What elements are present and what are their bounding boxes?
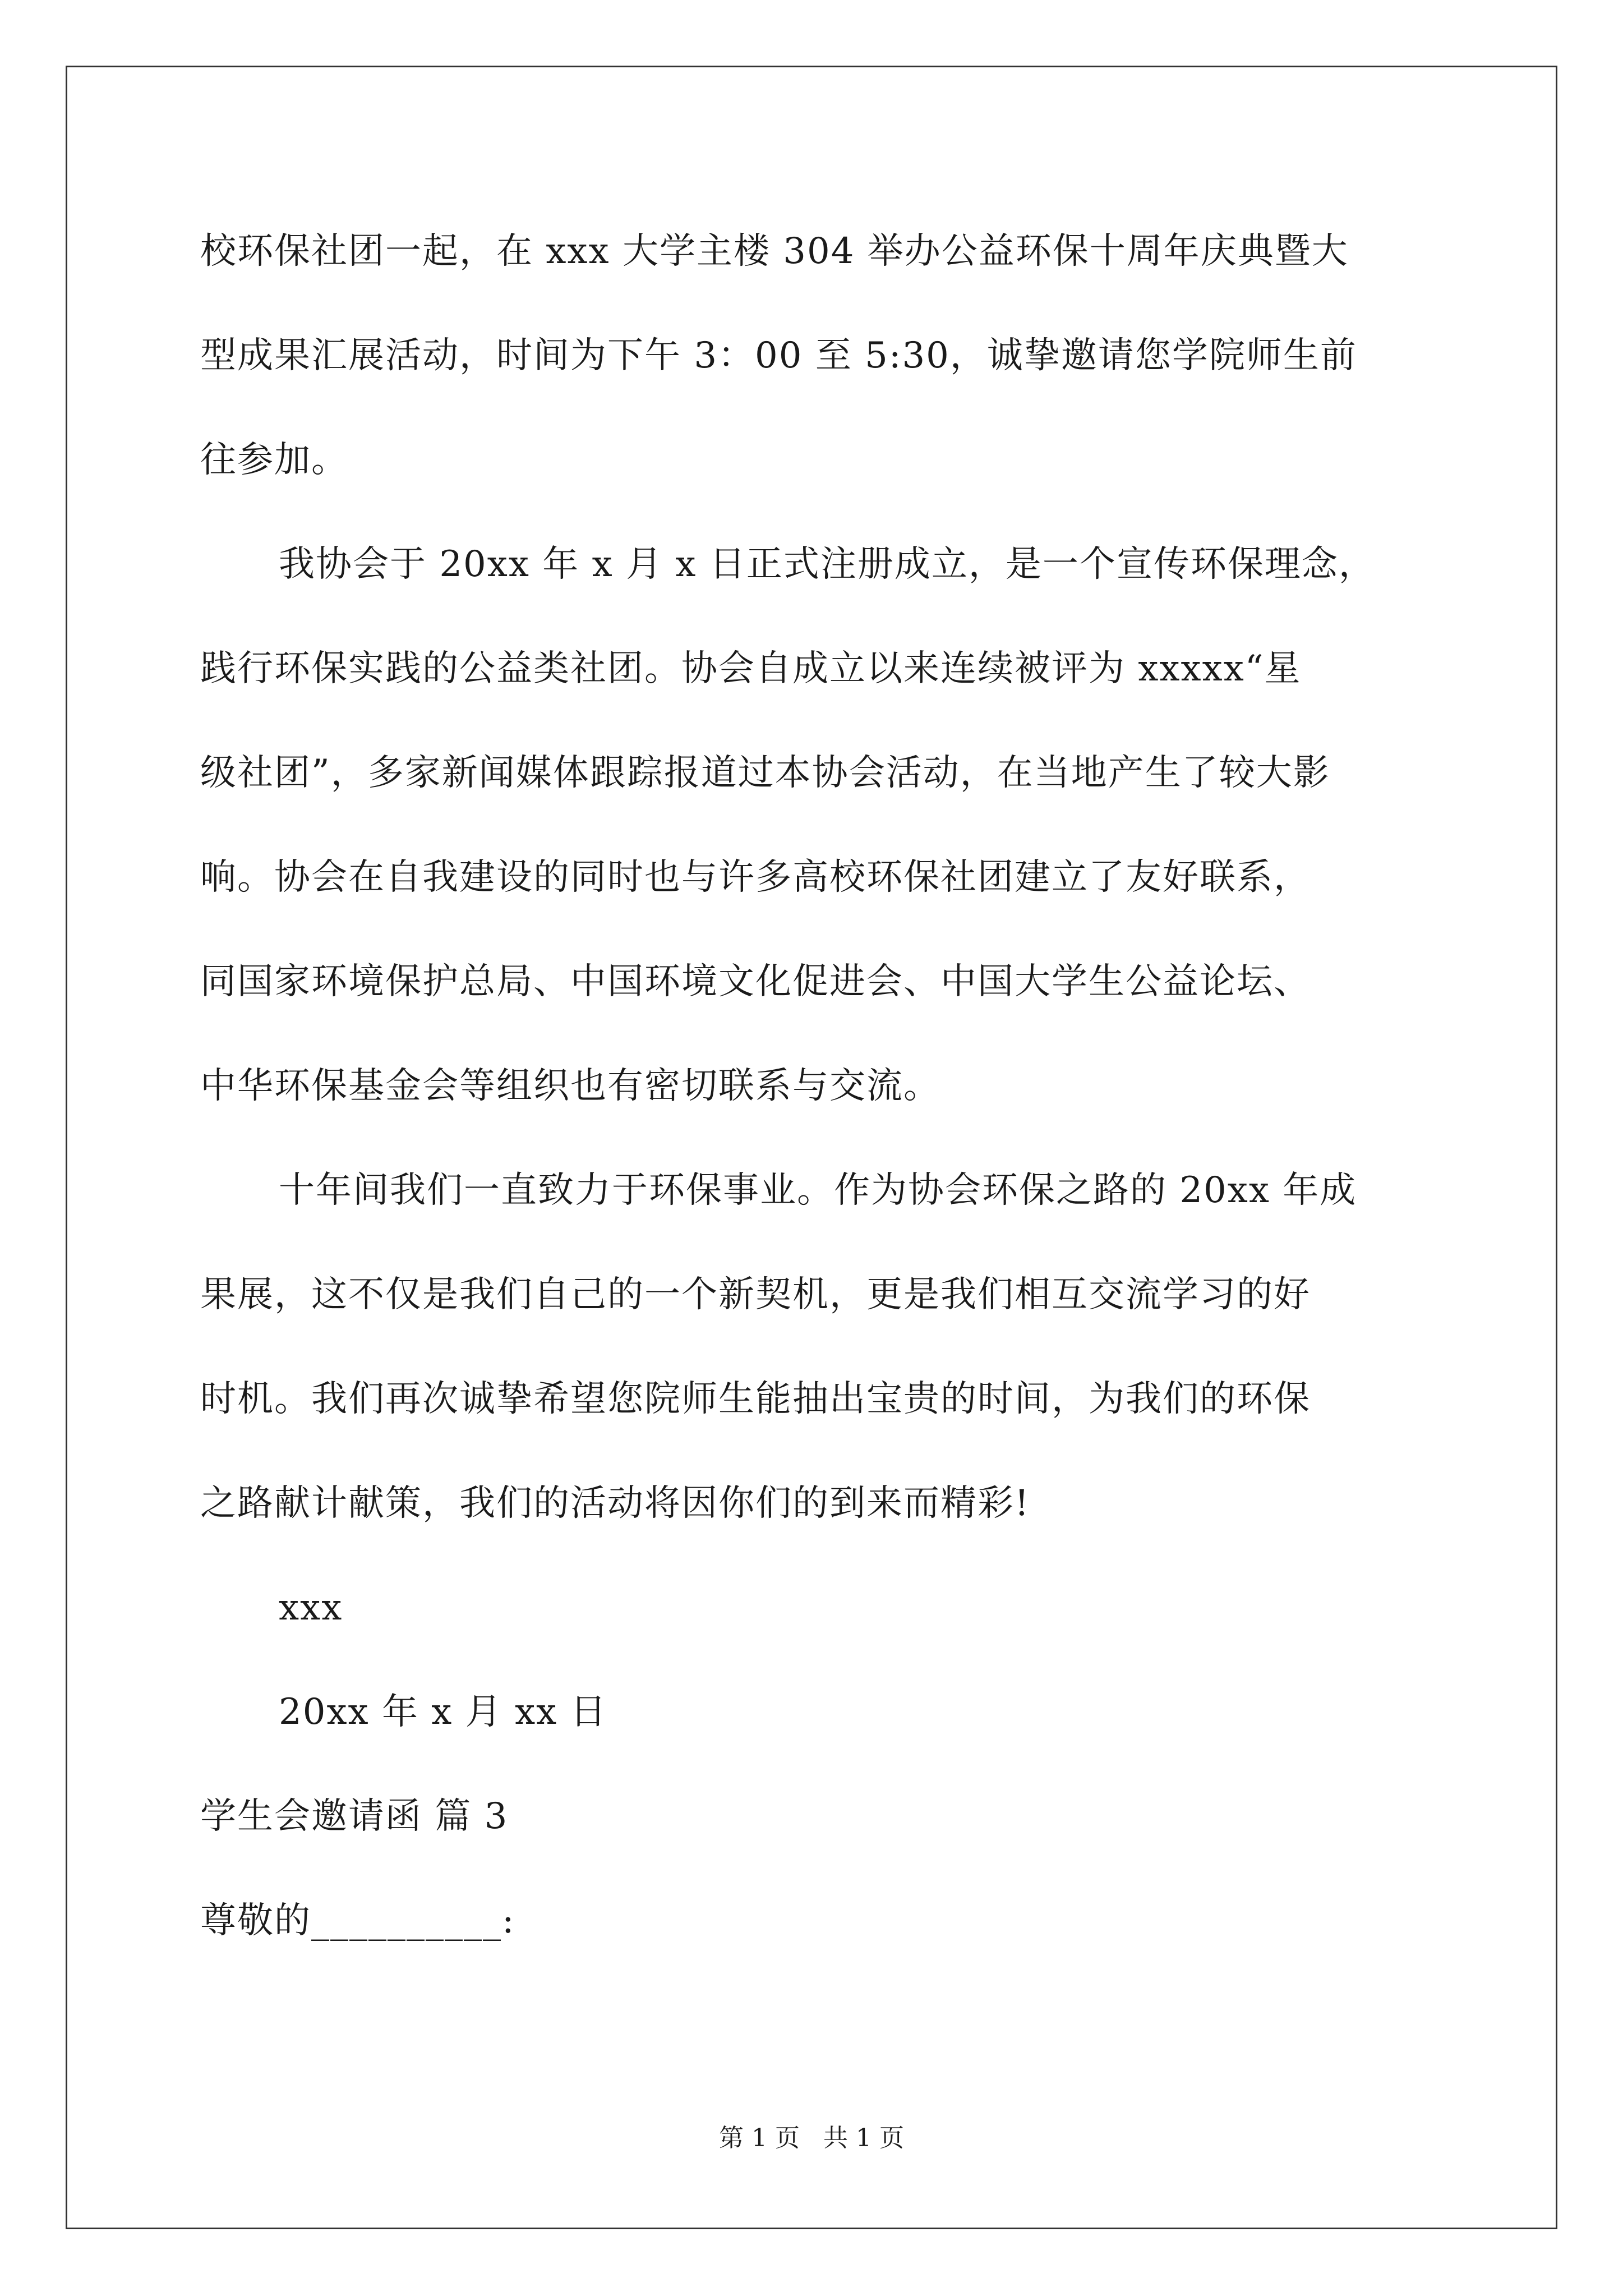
section-heading: 学生会邀请函 篇 3 [200,1796,509,1837]
paragraph-2-line-4: 响。协会在自我建设的同时也与许多高校环保社团建立了友好联系， [200,857,1311,898]
paragraph-2-line-5: 同国家环境保护总局、中国环境文化促进会、中国大学生公益论坛、 [200,961,1311,1002]
paragraph-3-line-3: 时机。我们再次诚挚希望您院师生能抽出宝贵的时间，为我们的环保 [200,1378,1311,1420]
paragraph-1-line-2: 型成果汇展活动，时间为下午 3：00 至 5:30，诚挚邀请您学院师生前 [200,335,1357,376]
page-footer: 第 1 页 共 1 页 [719,2124,904,2152]
paragraph-3-line-4: 之路献计献策，我们的活动将因你们的到来而精彩! [200,1483,1030,1524]
salutation: 尊敬的__________: [200,1900,515,1941]
paragraph-2-line-1: 我协会于 20xx 年 x 月 x 日正式注册成立，是一个宣传环保理念， [279,544,1376,585]
paragraph-2-line-6: 中华环保基金会等组织也有密切联系与交流。 [200,1065,940,1107]
paragraph-1-line-3: 往参加。 [200,439,348,481]
signature-date: 20xx 年 x 月 xx 日 [279,1691,607,1733]
paragraph-3-line-2: 果展，这不仅是我们自己的一个新契机，更是我们相互交流学习的好 [200,1274,1311,1315]
paragraph-3-line-1: 十年间我们一直致力于环保事业。作为协会环保之路的 20xx 年成 [279,1170,1357,1211]
paragraph-2-line-2: 践行环保实践的公益类社团。协会自成立以来连续被评为 xxxxx“星 [200,648,1302,689]
paragraph-2-line-3: 级社团”，多家新闻媒体跟踪报道过本协会活动，在当地产生了较大影 [200,752,1330,794]
signature-name: xxx [279,1587,343,1628]
paragraph-1-line-1: 校环保社团一起，在 xxx 大学主楼 304 举办公益环保十周年庆典暨大 [200,231,1349,272]
